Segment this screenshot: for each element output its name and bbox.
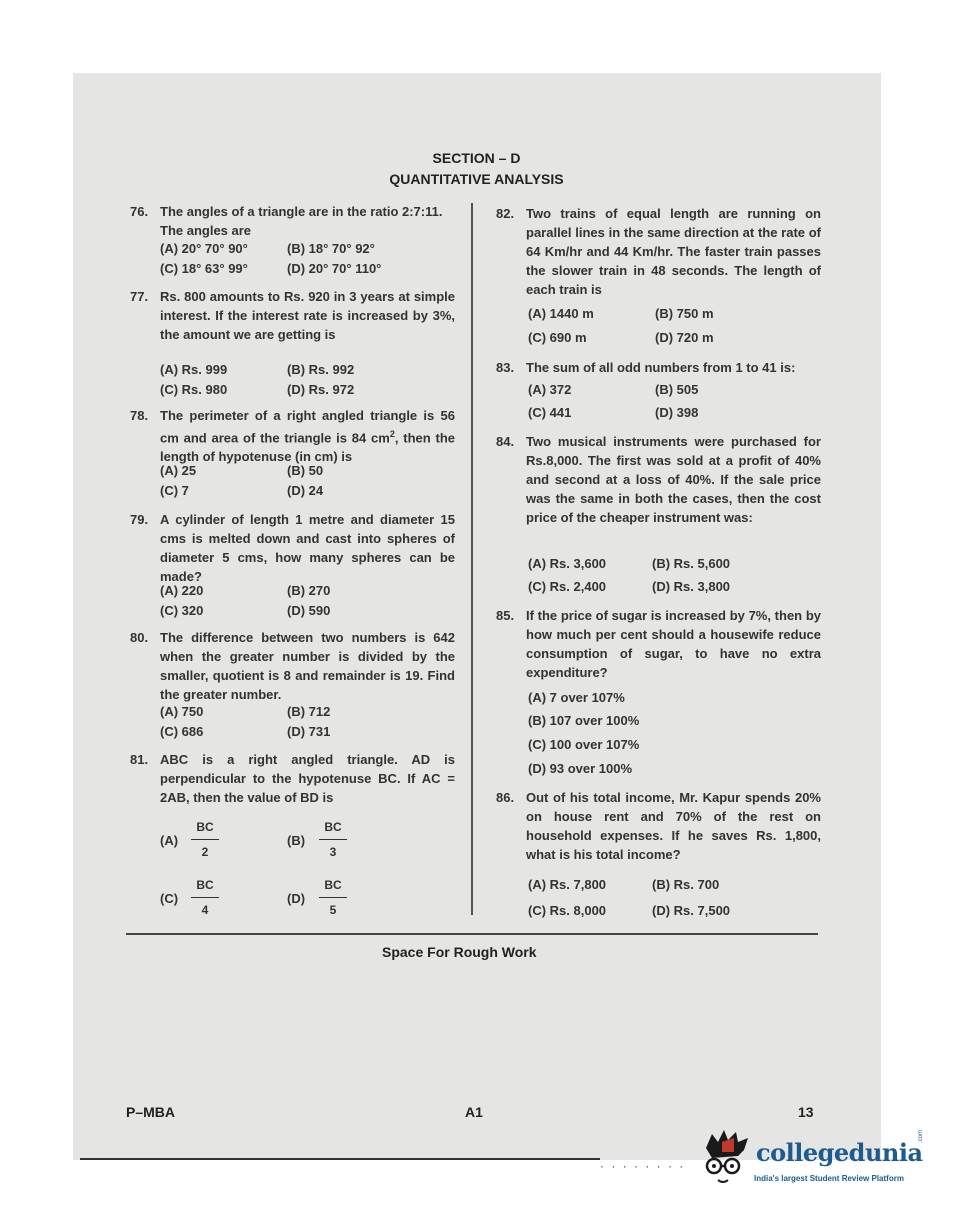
option-a-label: (A) <box>160 833 179 848</box>
question-81 <box>130 750 455 807</box>
question-text: Out of his total income, Mr. Kapur spends 20% on house rent and 70% of the rest on household expenses. If he saves Rs. 1,800, what is his total income? <box>526 790 821 862</box>
numerator: BC <box>196 878 214 892</box>
question-77 <box>130 287 455 344</box>
question-text: ABC is a right angled triangle. AD is perpendicular to the hypotenuse BC. If AC = 2AB, then the value of BD is <box>160 752 455 805</box>
column-divider <box>471 203 473 915</box>
brand-suffix: .com <box>918 1129 924 1143</box>
dotted-line: · · · · · · · · <box>600 1159 686 1173</box>
numerator: BC <box>324 820 342 834</box>
option-c: (C) 441 <box>528 405 572 420</box>
fraction-bar <box>191 839 219 840</box>
option-c: (C) Rs. 2,400 <box>528 579 607 594</box>
denominator: 5 <box>329 903 337 917</box>
question-number: 83. <box>496 360 515 375</box>
question-text-cont: , then the length of hypotenuse (in cm) is <box>160 430 456 465</box>
option-d-label: (D) <box>287 891 306 906</box>
option-d: (D) Rs. 3,800 <box>652 579 731 594</box>
option-d: (D) 24 <box>287 483 324 498</box>
numerator: BC <box>196 820 214 834</box>
question-text: The sum of all odd numbers from 1 to 41 is: <box>526 360 796 375</box>
option-c: (C) Rs. 8,000 <box>528 903 607 918</box>
option-a: (A) 20° 70° 90° <box>160 241 248 256</box>
option-a: (A) 1440 m <box>528 306 594 321</box>
fraction-bar <box>191 897 219 898</box>
question-number: 77. <box>130 289 149 304</box>
option-b: (B) Rs. 5,600 <box>652 556 731 571</box>
numerator: BC <box>324 878 342 892</box>
denominator: 4 <box>201 903 209 917</box>
question-83 <box>496 358 826 377</box>
question-text: Rs. 800 amounts to Rs. 920 in 3 years at simple interest. If the interest rate is increased by 3%, the amount we are getting is <box>160 289 455 342</box>
option-d-fraction <box>315 878 351 917</box>
question-text: Two trains of equal length are running on parallel lines in the same direction at the rate of 64 Km/hr and 44 Km/hr. The faster train passes the slower train in 48 seconds. The length of each train is <box>526 206 821 297</box>
option-b: (B) 505 <box>655 382 699 397</box>
option-d: (D) 93 over 100% <box>528 761 633 776</box>
question-76 <box>130 202 455 240</box>
horizontal-rule <box>126 933 818 935</box>
page-bottom-line <box>80 1158 600 1160</box>
question-number: 79. <box>130 512 149 527</box>
fraction-bar <box>319 839 347 840</box>
option-c: (C) 100 over 107% <box>528 737 640 752</box>
option-b-label: (B) <box>287 833 306 848</box>
question-text: The difference between two numbers is 642 when the greater number is divided by the smaller, quotient is 8 and remainder is 19. Find the greater number. <box>160 630 455 702</box>
option-a: (A) 7 over 107% <box>528 690 625 705</box>
denominator: 3 <box>329 845 337 859</box>
option-b: (B) 50 <box>287 463 324 478</box>
option-d: (D) Rs. 972 <box>287 382 355 397</box>
option-a: (A) Rs. 3,600 <box>528 556 607 571</box>
option-a: (A) Rs. 7,800 <box>528 877 607 892</box>
option-c-label: (C) <box>160 891 179 906</box>
footer-series: A1 <box>465 1104 483 1120</box>
question-number: 81. <box>130 752 149 767</box>
question-number: 86. <box>496 790 515 805</box>
question-85 <box>496 606 821 682</box>
option-a: (A) 750 <box>160 704 204 719</box>
option-d: (D) 398 <box>655 405 699 420</box>
question-82 <box>496 204 821 299</box>
section-title: SECTION – D <box>432 150 521 166</box>
option-b: (B) 712 <box>287 704 331 719</box>
question-79 <box>130 510 455 586</box>
question-number: 78. <box>130 408 149 423</box>
option-b: (B) Rs. 700 <box>652 877 720 892</box>
option-d: (D) 590 <box>287 603 331 618</box>
option-a: (A) Rs. 999 <box>160 362 228 377</box>
option-d: (D) 20° 70° 110° <box>287 261 382 276</box>
question-86 <box>496 788 821 864</box>
question-78 <box>130 406 455 466</box>
page-number: 13 <box>798 1104 814 1120</box>
question-80 <box>130 628 455 704</box>
option-a: (A) 25 <box>160 463 197 478</box>
fraction-bar <box>319 897 347 898</box>
option-b: (B) 750 m <box>655 306 714 321</box>
option-b: (B) 18° 70° 92° <box>287 241 375 256</box>
option-d: (D) 731 <box>287 724 331 739</box>
option-c: (C) 7 <box>160 483 189 498</box>
brand-tagline: India's largest Student Review Platform <box>754 1174 904 1183</box>
question-text: Two musical instruments were purchased for Rs.8,000. The first was sold at a profit of 40% and second at a loss of 40%. If the sale price was the same in both the cases, then the cost price of the cheaper instrument was: <box>526 434 821 525</box>
rough-work-label: Space For Rough Work <box>382 944 537 960</box>
option-a: (A) 220 <box>160 583 204 598</box>
question-number: 85. <box>496 608 515 623</box>
question-text: If the price of sugar is increased by 7%, then by how much per cent should a housewife reduce consumption of sugar, to have no extra expenditure? <box>526 608 821 680</box>
option-a: (A) 372 <box>528 382 572 397</box>
question-text: The perimeter of a right angled triangle is 56 cm and area of the triangle is 84 cm <box>160 408 455 446</box>
option-b-fraction <box>315 820 351 859</box>
option-c: (C) Rs. 980 <box>160 382 228 397</box>
option-c: (C) 686 <box>160 724 204 739</box>
option-c: (C) 320 <box>160 603 204 618</box>
option-d: (D) 720 m <box>655 330 714 345</box>
mascot-logo-icon <box>698 1128 754 1190</box>
option-b: (B) Rs. 992 <box>287 362 355 377</box>
option-c: (C) 690 m <box>528 330 587 345</box>
section-subject: QUANTITATIVE ANALYSIS <box>389 171 564 187</box>
question-number: 76. <box>130 204 149 219</box>
question-text: The angles of a triangle are in the ratio 2:7:11. The angles are <box>160 204 443 238</box>
option-a-fraction <box>187 820 223 859</box>
question-number: 84. <box>496 434 515 449</box>
option-b: (B) 270 <box>287 583 331 598</box>
option-c: (C) 18° 63° 99° <box>160 261 248 276</box>
option-d: (D) Rs. 7,500 <box>652 903 731 918</box>
question-number: 82. <box>496 206 515 221</box>
question-number: 80. <box>130 630 149 645</box>
denominator: 2 <box>201 845 209 859</box>
footer-code: P–MBA <box>126 1104 176 1120</box>
option-c-fraction <box>187 878 223 917</box>
question-text: A cylinder of length 1 metre and diameter 15 cms is melted down and cast into spheres of diameter 5 cms, how many spheres can be made? <box>160 512 455 584</box>
superscript: 2 <box>389 429 395 439</box>
brand-name: collegedunia <box>756 1138 923 1167</box>
question-84 <box>496 432 821 527</box>
option-b: (B) 107 over 100% <box>528 713 640 728</box>
